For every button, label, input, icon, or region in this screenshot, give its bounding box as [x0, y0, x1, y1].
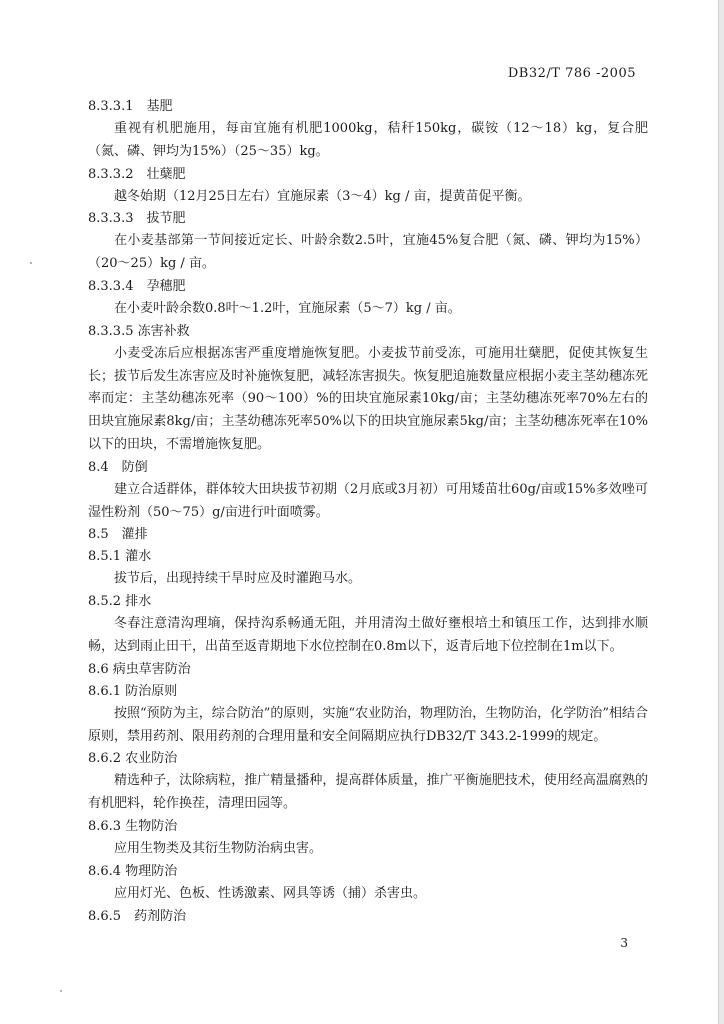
body-paragraph: 越冬始期（12月25日左右）宜施尿素（3～4）kg / 亩，提黄苗促平衡。: [114, 188, 531, 204]
section-heading: 8.6.4 物理防治: [88, 863, 178, 879]
body-paragraph: 在小麦基部第一节间接近定长、叶龄余数2.5叶，宜施45%复合肥（氮、磷、钾均为15%）（20～25）kg / 亩。: [88, 233, 648, 272]
section-heading: 8.3.3.1 基肥: [88, 99, 173, 114]
scan-speck: [60, 990, 62, 992]
section-heading: 8.3.3.4 孕穗肥: [88, 278, 186, 294]
section-heading: 8.5.2 排水: [88, 594, 152, 610]
scan-speck: [30, 262, 32, 264]
section-heading: 8.3.3.5 冻害补救: [88, 323, 190, 339]
body-paragraph: 应用灯光、色板、性诱激素、网具等诱（捕）杀害虫。: [114, 885, 427, 901]
section-heading: 8.6 病虫草害防治: [88, 661, 191, 677]
body-paragraph: 小麦受冻后应根据冻害严重度增施恢复肥。小麦拔节前受冻，可施用壮蘖肥，促使其恢复生长；拔节后发生冻害应及时补施恢复肥，减轻冻害损失。恢复肥追施数量应根据小麦主茎幼穗冻死率而定：主茎幼穗冻死率（90～100）%的田块宜施尿素10kg/亩；主茎幼穗冻死率70%左右的田块宜施尿素8kg/亩；主茎幼穗冻死率50%以下的田块宜施尿素5kg/亩；主茎幼穗冻死率在10%以下的田块，不需增施恢复肥。: [88, 345, 648, 452]
body-paragraph: 重视有机肥施用，每亩宜施有机肥1000kg，秸秆150kg，碳铵（12～18）kg，复合肥（氮、磷、钾均为15%）（25～35）kg。: [88, 121, 648, 159]
document-code: DB32/T 786 -2005: [507, 66, 636, 81]
section-heading: 8.5.1 灌水: [88, 549, 152, 565]
body-paragraph: 建立合适群体，群体较大田块拔节初期（2月底或3月初）可用矮苗壮60g/亩或15%多效唑可湿性粉剂（50～75）g/亩进行叶面喷雾。: [88, 481, 648, 520]
body-paragraph: 应用生物类及其衍生物防治病虫害。: [114, 840, 323, 856]
page-number: 3: [620, 936, 628, 950]
document-body: [88, 96, 648, 928]
section-heading: 8.6.5 药剂防治: [88, 908, 187, 924]
body-paragraph: 精选种子，汰除病粒，推广精量播种，提高群体质量，推广平衡施肥技术，使用经高温腐熟的有机肥料，轮作换茬，清理田园等。: [88, 773, 648, 812]
section-heading: 8.4 防倒: [88, 459, 148, 475]
body-paragraph: 拔节后，出现持续干旱时应及时灌跑马水。: [114, 571, 362, 587]
body-paragraph: 按照“预防为主，综合防治”的原则，实施“农业防治，物理防治，生物防治，化学防治”相结合原则，禁用药剂、限用药剂的合理用量和安全间隔期应执行DB32/T 343.2-1999的规定。: [88, 705, 648, 744]
body-paragraph: 冬春注意清沟理墒，保持沟系畅通无阻，并用清沟土做好壅根培土和镇压工作，达到排水顺畅，达到雨止田干，出苗至返青期地下水位控制在0.8m以下，返青后地下位控制在1m以下。: [88, 616, 648, 654]
section-heading: 8.6.3 生物防治: [88, 818, 178, 834]
section-heading: 8.3.3.3 拔节肥: [88, 211, 186, 227]
scan-edge: [718, 0, 724, 1024]
section-heading: 8.3.3.2 壮蘖肥: [88, 166, 186, 182]
body-paragraph: 在小麦叶龄余数0.8叶～1.2叶，宜施尿素（5～7）kg / 亩。: [114, 300, 461, 316]
section-heading: 8.5 灌排: [88, 527, 148, 543]
section-heading: 8.6.1 防治原则: [88, 683, 178, 699]
section-heading: 8.6.2 农业防治: [88, 751, 178, 767]
